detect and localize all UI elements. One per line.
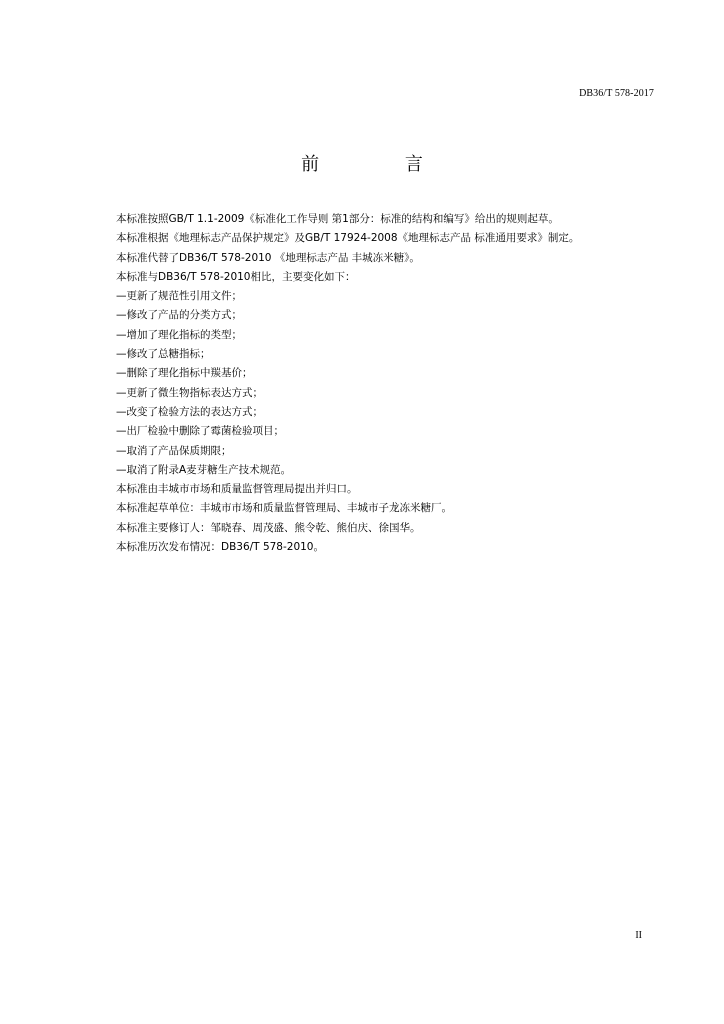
- change-list-item: —修改了总糖指标；: [116, 348, 211, 361]
- body-line: 本标准由丰城市市场和质量监督管理局提出并归口。: [116, 483, 358, 496]
- document-code: DB36/T 578-2017: [579, 88, 654, 99]
- body-line: 本标准历次发布情况：DB36/T 578-2010。: [116, 541, 324, 554]
- change-list-item: —删除了理化指标中羰基价；: [116, 367, 253, 380]
- body-line: 本标准主要修订人：邹晓春、周茂盛、熊令乾、熊伯庆、徐国华。: [116, 521, 421, 534]
- body-line: 本标准按照GB/T 1.1-2009《标准化工作导则 第1部分：标准的结构和编写》给出的规则起草。: [116, 213, 559, 225]
- body-line: 本标准起草单位：丰城市市场和质量监督管理局、丰城市子龙冻米糖厂。: [116, 502, 452, 515]
- change-list-item: —出厂检验中删除了霉菌检验项目；: [116, 425, 284, 438]
- foreword-body: [116, 210, 676, 557]
- change-list-item: —更新了规范性引用文件；: [116, 290, 242, 303]
- change-list-item: —修改了产品的分类方式；: [116, 309, 242, 322]
- change-list-item: —改变了检验方法的表达方式；: [116, 405, 263, 418]
- change-list-item: —更新了微生物指标表达方式；: [116, 386, 263, 399]
- change-list-item: —取消了附录A麦芽糖生产技术规范。: [116, 463, 292, 476]
- body-line: 本标准代替了DB36/T 578-2010 《地理标志产品 丰城冻米糖》。: [116, 251, 420, 264]
- page-title: 前 言: [301, 154, 463, 175]
- change-list-item: —取消了产品保质期限；: [116, 444, 232, 457]
- page-number: II: [635, 930, 642, 941]
- body-line: 本标准与DB36/T 578-2010相比，主要变化如下：: [116, 270, 356, 283]
- body-line: 本标准根据《地理标志产品保护规定》及GB/T 17924-2008《地理标志产品 标准通用要求》制定。: [116, 232, 580, 245]
- change-list-item: —增加了理化指标的类型；: [116, 328, 242, 341]
